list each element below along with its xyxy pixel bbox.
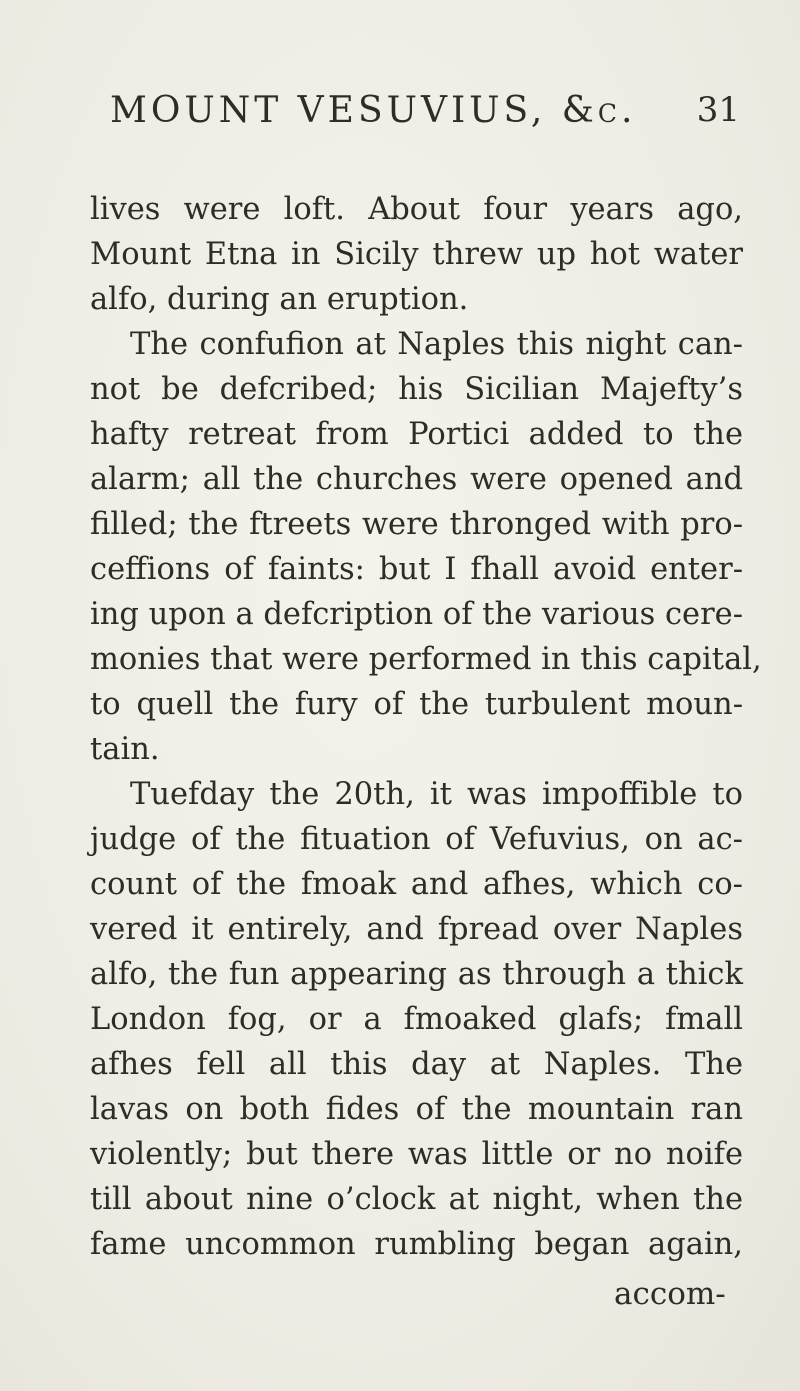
catchword: accom- <box>614 1276 726 1312</box>
text-line: ceffions of faints: but I fhall avoid enter- <box>90 552 743 587</box>
text-line: Tuefday the 20th, it was impoffible to <box>130 777 743 812</box>
text-line: alfo, during an eruption. <box>90 282 469 317</box>
text-line: lavas on both fides of the mountain ran <box>90 1092 743 1127</box>
text-line: filled; the ftreets were thronged with pro- <box>90 507 743 542</box>
text-line: not be defcribed; his Sicilian Majefty’s <box>90 372 743 407</box>
text-line: fame uncommon rumbling began again, <box>90 1227 743 1262</box>
text-line: count of the fmoak and afhes, which co- <box>90 867 743 902</box>
text-line: vered it entirely, and fpread over Naples <box>90 912 743 947</box>
text-line: ing upon a defcription of the various cere- <box>90 597 744 632</box>
running-head-title: MOUNT VESUVIUS, &c. <box>110 90 637 131</box>
text-line: hafty retreat from Portici added to the <box>90 417 743 452</box>
text-line: monies that were performed in this capital, <box>90 642 762 677</box>
text-line: to quell the fury of the turbulent moun- <box>90 687 743 722</box>
page-number: 31 <box>696 90 740 130</box>
text-line: afhes fell all this day at Naples. The <box>90 1047 743 1082</box>
text-line: Mount Etna in Sicily threw up hot water <box>90 237 743 272</box>
text-line: London fog, or a fmoaked glafs; fmall <box>90 1002 743 1037</box>
text-line: The confufion at Naples this night can- <box>130 327 743 362</box>
text-line: judge of the fituation of Vefuvius, on ac- <box>90 822 743 857</box>
text-line: till about nine o’clock at night, when the <box>90 1182 743 1217</box>
text-line: alarm; all the churches were opened and <box>90 462 743 497</box>
text-line: tain. <box>90 732 160 767</box>
text-line: violently; but there was little or no noife <box>90 1137 743 1172</box>
text-line: alfo, the fun appearing as through a thick <box>90 957 743 992</box>
text-line: lives were loft. About four years ago, <box>90 192 743 227</box>
